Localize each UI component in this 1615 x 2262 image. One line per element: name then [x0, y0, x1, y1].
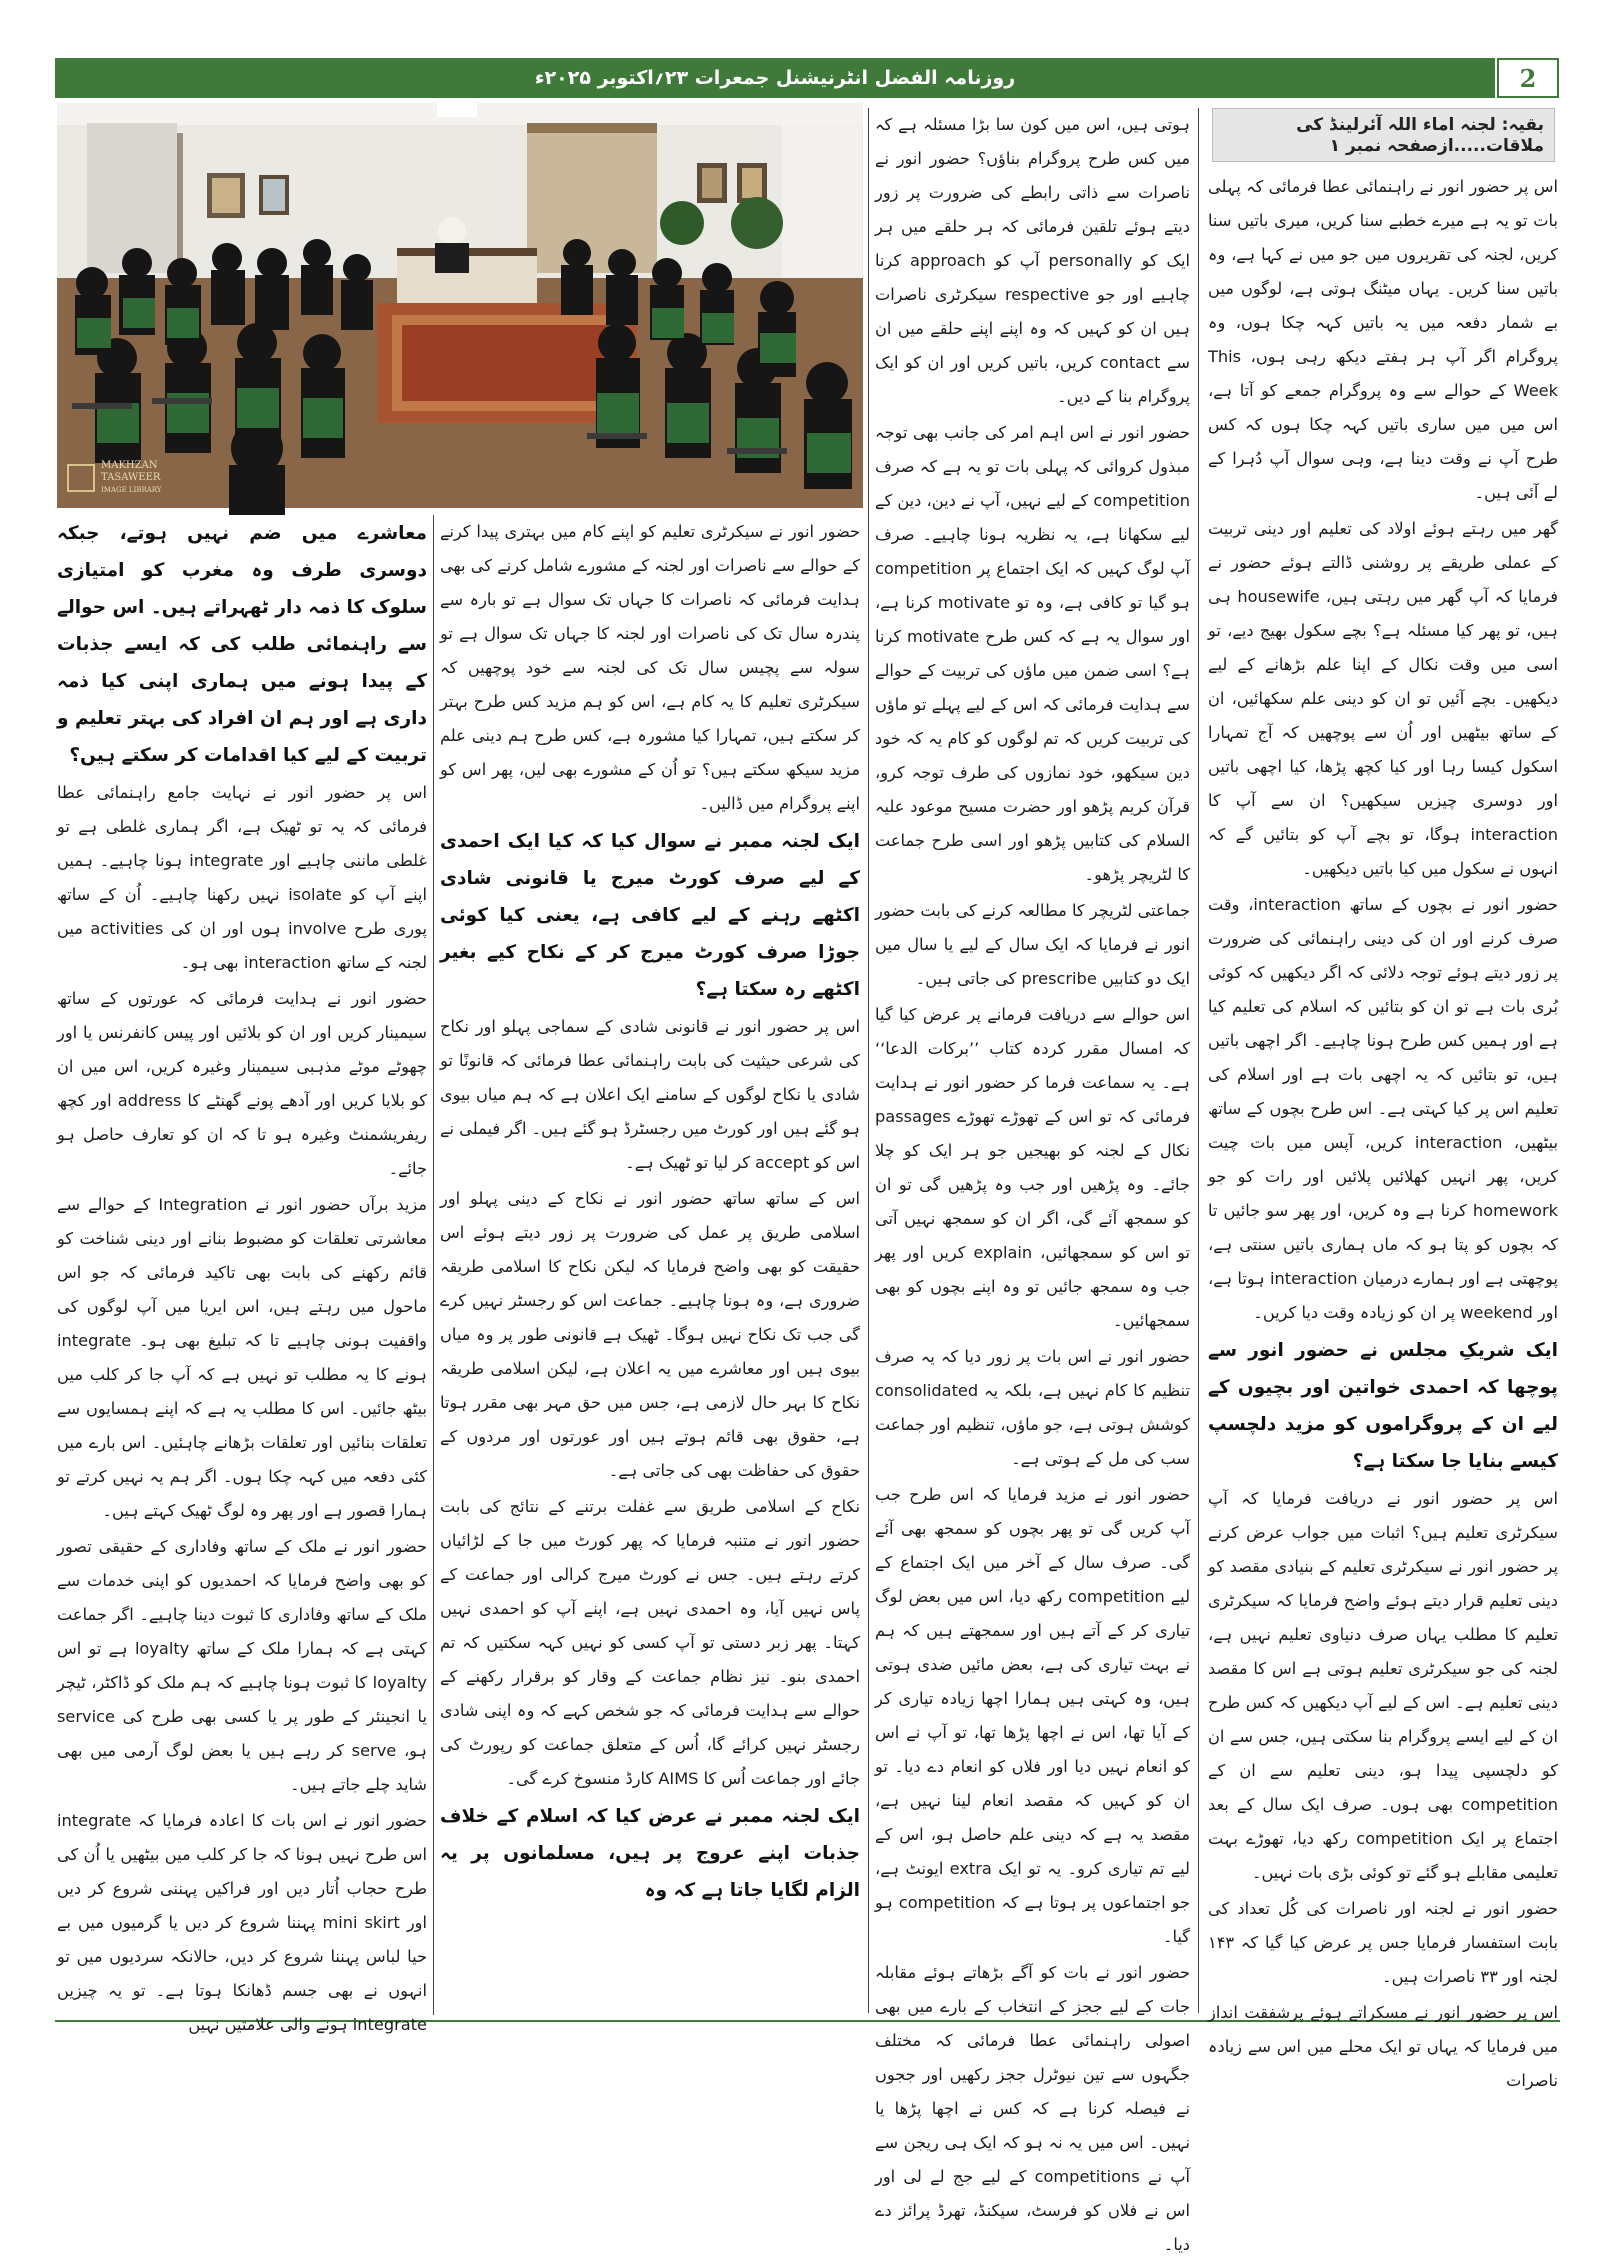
meeting-photo	[57, 103, 863, 508]
question-heading: ایک شریکِ مجلس نے حضور انور سے پوچھا کہ احمدی خواتین اور بچیوں کے لیے ان کے پروگراموں کو مزید دلچسپ کیسے بنایا جا سکتا ہے؟	[1208, 1340, 1558, 1472]
column-divider	[868, 108, 869, 2013]
article-paragraph: حضور انور نے ہدایت فرمائی کہ عورتوں کے ساتھ سیمینار کریں اور ان کو بلائیں اور پیس کانفرنس یا اور چھوٹے موٹے مذہبی سیمینار وغیرہ کریں، اس میں ان کو بلایا کریں اور آدھے پونے گھنٹے کا address اور کچھ ریفریشمنٹ وغیرہ ہو تا کہ ان کو تعارف حاصل ہو جائے۔	[57, 989, 428, 1178]
article-paragraph: حضور انور نے بات کو آگے بڑھاتے ہوئے مقابلہ جات کے لیے ججز کے انتخاب کے بارے میں بھی اصولی راہنمائی عطا فرمائی کہ مختلف جگہوں سے تین نیوٹرل ججز رکھیں اور ججوں نے فیصلہ کرنا ہے کہ کس نے اچھا پڑھا یا نہیں۔ اس میں یہ نہ ہو کہ ایک ہی ریجن سے آپ نے competitions کے لیے جج لے لی اور اس نے فلاں کو فرسٹ، سیکنڈ، تھرڈ پرائز دے دیا۔	[875, 1963, 1190, 2254]
article-column-4	[57, 515, 428, 2034]
article-paragraph: حضور انور نے بچوں کے ساتھ interaction، وقت صرف کرنے اور ان کی دینی راہنمائی کی ضرورت پر زور دیتے ہوئے توجہ دلائی کہ اگر دیکھیں کہ کوئی بُری بات ہے تو ان کو بتائیں کہ اسلام کی تعلیم کیا ہے اور ہمیں کس طرح ہونا چاہیے۔ اگر اچھی باتیں ہیں، تو بتائیں کہ یہ اچھی بات ہے اور اسلام کی تعلیم اس پر کیا کہتی ہے۔ اس طرح بچوں کے ساتھ بیٹھیں، interaction کریں، آپس میں بات چیت کریں، پھر انہیں کھلائیں پلائیں اور رات کو جو homework کرنا ہے وہ کریں، اور پھر سو جائیں تا کہ بچوں کو پتا ہو کہ ماں ہماری باتیں سنتی ہے، پوچھتی ہے اور ہمارے درمیان interaction ہوتا ہے، اور weekend پر ان کو زیادہ وقت دیا کریں۔	[1208, 895, 1558, 1322]
watermark-line-1: MAKHZAN	[101, 460, 158, 471]
photo-watermark	[67, 460, 161, 496]
page-number: 2	[1497, 58, 1559, 98]
article-paragraph: مزید برآں حضور انور نے Integration کے حوالے سے معاشرتی تعلقات کو مضبوط بنانے اور دینی شناخت کو قائم رکھنے کی بابت بھی تاکید فرمائی کہ جو اس ماحول میں رہتے ہیں، اس ایریا میں آپ لوگوں کی واقفیت ہونی چاہیے تا کہ تبلیغ بھی ہو۔ integrate ہونے کا یہ مطلب تو نہیں ہے کہ آپ جا کر کلب میں بیٹھ جائیں۔ اس کا مطلب یہ ہے کہ اپنے ہمسایوں سے تعلقات بنائیں اور تعلقات بڑھانے چاہئیں۔ اس بارے میں کئی دفعہ میں کہہ چکا ہوں۔ اگر ہم یہ نہیں کرتے تو ہمارا قصور ہے اور پھر وہ لوگ ٹھیک کہتے ہیں۔	[57, 1195, 427, 1520]
watermark-logo-icon	[67, 464, 95, 492]
header-bar	[55, 58, 1495, 98]
article-paragraph: نکاح کے اسلامی طریق سے غفلت برتنے کے نتائج کی بابت حضور انور نے متنبہ فرمایا کہ پھر کورٹ میں جا کے لڑائیاں کرتے رہتے ہیں۔ جس نے کورٹ میرج کرالی اور جماعت کے پاس نہیں آیا، وہ احمدی نہیں ہے، اپنے آپ کو احمدی نہیں کہتا۔ پھر زبر دستی تو آپ کسی کو نہیں کہہ سکتیں کہ تم احمدی بنو۔ نیز نظام جماعت کے وقار کو برقرار رکھنے کے حوالے سے ہدایت فرمائی کہ جو شخص کہے کہ وہ اپنی شادی رجسٹر نہیں کرائے گا، اُس کے متعلق جماعت کو رپورٹ کی جائے اور جماعت اُس کا AIMS کارڈ منسوخ کرے گی۔	[440, 1497, 860, 1788]
watermark-line-3: IMAGE LIBRARY	[101, 486, 162, 494]
question-heading: ایک لجنہ ممبر نے سوال کیا کہ کیا ایک احمدی کے لیے صرف کورٹ میرج یا قانونی شادی اکٹھے رہنے کے لیے کافی ہے، یعنی کیا کوئی جوڑا صرف کورٹ میرج کر کے نکاح کیے بغیر اکٹھے رہ سکتا ہے؟	[440, 831, 860, 1000]
question-heading: ایک لجنہ ممبر نے عرض کیا کہ اسلام کے خلاف جذبات اپنے عروج پر ہیں، مسلمانوں پر یہ الزام لگایا جاتا ہے کہ وہ	[440, 1806, 860, 1901]
article-paragraph: حضور انور نے اس بات پر زور دیا کہ یہ صرف تنظیم کا کام نہیں ہے، بلکہ یہ consolidated کوشش ہوتی ہے، جو ماؤں، تنظیم اور جماعت سب کی مل کے ہوتی ہے۔	[875, 1347, 1190, 1468]
article-paragraph: گھر میں رہتے ہوئے اولاد کی تعلیم اور دینی تربیت کے عملی طریقے پر روشنی ڈالتے ہوئے حضور نے فرمایا کہ آپ گھر میں رہتی ہیں، housewife ہی ہیں، تو پھر کیا مسئلہ ہے؟ بچے سکول بھیج دیے، تو اسی میں وقت نکال کے اپنا علم بڑھانے کے لیے دیکھیں۔ بچے آئیں تو ان کو دینی علم سکھائیں، ان کے ساتھ بیٹھیں اور اُن سے پوچھیں کہ آج تمہارا اسکول کیسا رہا اور کیا کچھ پڑھا، کیا اچھی باتیں اور دوسری چیزیں سیکھیں؟ ان سے آپ کا interaction ہوگا، تو بچے آپ کو بتائیں گے کہ انہوں نے سکول میں کیا باتیں دیکھیں۔	[1208, 519, 1559, 878]
article-paragraph: حضور انور نے اس بات کا اعادہ فرمایا کہ integrate اس طرح نہیں ہونا کہ جا کر کلب میں بیٹھیں یا اُن کی طرح حجاب اُتار دیں اور فراکیں پہننی شروع کر دیں اور mini skirt پہننا شروع کر دیں یا گرمیوں میں بے حیا لباس پہننا شروع کر دیں، حالانکہ سردیوں میں تو انہوں نے بھی جسم ڈھانکا ہوتا ہے۔ تو یہ چیزیں integrate ہونے والی علامتیں نہیں	[57, 1811, 427, 2034]
article-paragraph: حضور انور نے اس اہم امر کی جانب بھی توجہ مبذول کروائی کہ پہلی بات تو یہ ہے کہ صرف competition کے لیے نہیں، آپ نے دین، دین کے لیے سکھانا ہے، یہ نظریہ ہونا چاہیے۔ صرف آپ لوگ کہیں کہ ایک اجتماع پر competition ہو گیا تو کافی ہے، وہ تو motivate کرنا ہے، اور سوال یہ ہے کہ کس طرح motivate کرنا ہے؟ اسی ضمن میں ماؤں کی تربیت کے حوالے سے ہدایت فرمائی کہ اس کے لیے پہلے تو ماؤں کی تربیت کریں کہ تم لوگوں کو کام یہ کہ خود دین سیکھو، خود نمازوں کی طرف توجہ کرو، قرآن کریم پڑھو اور حضرت مسیح موعود علیہ السلام کی کتابیں پڑھو اور اسی طرح جماعت کا لٹریچر پڑھو۔	[875, 423, 1190, 884]
article-paragraph: اس حوالے سے دریافت فرمانے پر عرض کیا گیا کہ امسال مقرر کردہ کتاب ’’برکات الدعا‘‘ ہے۔ یہ سماعت فرما کر حضور انور نے ہدایت فرمائی کہ تو اس کے تھوڑے تھوڑے passages نکال کے لجنہ کو بھیجیں جو ہر ایک کو چلا جائے۔ وہ پڑھیں اور جب وہ پڑھیں گی تو ان کو سمجھ آئے گی، اگر ان کو سمجھ نہیں آتی تو اس کو سمجھائیں، explain کریں اور پھر جب وہ سمجھ جائیں تو وہ اپنے بچوں کو بھی سمجھائیں۔	[875, 1005, 1190, 1330]
article-paragraph: حضور انور نے لجنہ اور ناصرات کی کُل تعداد کی بابت استفسار فرمایا جس پر عرض کیا گیا کہ ۱۴۳ لجنہ اور ۳۳ ناصرات ہیں۔	[1208, 1899, 1558, 1986]
column-divider	[433, 515, 434, 2015]
article-paragraph: حضور انور نے مزید فرمایا کہ اس طرح جب آپ کریں گی تو پھر بچوں کو سمجھ بھی آئے گی۔ صرف سال کے آخر میں ایک اجتماع کے لیے competition رکھ دیا، اس میں بعض لوگ تیاری کر کے آتے ہیں اور سمجھتے ہیں کہ ہم نے بہت تیاری کی ہے، بعض مائیں ضدی ہوتی ہیں، وہ کہتی ہیں ہمارا اچھا زیادہ تیاری کر کے آیا تھا، اس نے اچھا پڑھا تھا، تو آپ نے اس کو انعام نہیں دیا اور فلاں کو انعام دے دیا۔ تو ان کو کہیں کہ مقصد انعام لینا نہیں ہے، مقصد یہ ہے کہ دینی علم حاصل ہو، اس کے لیے تم تیاری کرو۔ یہ تو ایک extra ایونٹ ہے، جو اجتماعوں پر ہوتا ہے کہ competition ہو گیا۔	[875, 1485, 1191, 1946]
article-paragraph: اس پر حضور انور نے قانونی شادی کے سماجی پہلو اور نکاح کی شرعی حیثیت کی بابت راہنمائی عطا فرمائی کہ قانونًا تو شادی یا نکاح لوگوں کے سامنے ایک اعلان ہے کہ ہم میاں بیوی ہو گئے ہیں اور کورٹ میں رجسٹرڈ ہو گئے ہیں۔ اگر فیملی نے اس کو accept کر لیا تو ٹھیک ہے۔	[440, 1017, 860, 1172]
article-paragraph: جماعتی لٹریچر کا مطالعہ کرنے کی بابت حضور انور نے فرمایا کہ ایک سال کے لیے یا سال میں ایک دو کتابیں prescribe کی جاتی ہیں۔	[875, 901, 1190, 988]
article-paragraph: اس پر حضور انور نے مسکراتے ہوئے پرشفقت انداز میں فرمایا کہ یہاں تو ایک محلے میں اس سے زیادہ ناصرات	[1208, 2003, 1558, 2090]
article-column-3	[440, 515, 860, 2015]
article-column-1	[1208, 170, 1559, 2090]
watermark-line-2: TASAWEER	[101, 472, 161, 483]
meeting-scene-illustration	[57, 103, 863, 508]
continuation-banner: بقیہ: لجنہ اماء اللہ آئرلینڈ کی ملاقات.....ازصفحہ نمبر ۱	[1212, 108, 1555, 162]
question-heading: معاشرے میں ضم نہیں ہوتے، جبکہ دوسری طرف وہ مغرب کو امتیازی سلوک کا ذمہ دار ٹھہراتے ہیں۔ اس حوالے سے راہنمائی طلب کی کہ ایسے جذبات کے پیدا ہونے میں ہماری اپنی کیا ذمہ داری ہے اور ہم ان افراد کی بہتر تعلیم و تربیت کے لیے کیا اقدامات کر سکتے ہیں؟	[57, 523, 427, 766]
article-paragraph: حضور انور نے سیکرٹری تعلیم کو اپنے کام میں بہتری پیدا کرنے کے حوالے سے ناصرات اور لجنہ کے مشورے شامل کرنے کی بھی ہدایت فرمائی کہ ناصرات کا جہاں تک سوال ہے تو بارہ سے پندرہ سال تک کی ناصرات اور لجنہ کا جہاں تک سوال ہے تو سولہ سے پچیس سال تک کی لجنہ سے خود پوچھیں کہ سیکرٹری تعلیم کا یہ کام ہے، اس کو ہم مزید کس طرح بہتر کر سکتے ہیں، تمہارا کیا مشورہ ہے، کس طرح ہم دینی علم مزید سیکھ سکتے ہیں؟ تو اُن کے مشورے بھی لیں، پھر اس کو اپنے پروگرام میں ڈالیں۔	[440, 522, 860, 813]
article-paragraph: اس پر حضور انور نے راہنمائی عطا فرمائی کہ پہلی بات تو یہ ہے میرے خطبے سنا کریں، میری باتیں سنا کریں، لجنہ کی تقریروں میں جو میں نے کہا ہے، وہ باتیں سنا کریں۔ یہاں میٹنگ ہوتی ہے، لوگوں میں بے شمار دفعہ میں یہ باتیں کہہ چکا ہوں، وہ پروگرام اگر آپ ہر ہفتے دیکھ رہی ہوں، This Week کے حوالے سے وہ پروگرام جمعے کو آتا ہے، اس میں میں ساری باتیں کہہ چکا ہوں کہ کس طرح آپ نے وقت دینا ہے، وہی سوال آپ دُہرا کے لے آئی ہیں۔	[1208, 177, 1558, 502]
article-paragraph: ہوتی ہیں، اس میں کون سا بڑا مسئلہ ہے کہ میں کس طرح پروگرام بناؤں؟ حضور انور نے ناصرات سے ذاتی رابطے کی ضرورت پر زور دیتے ہوئے تلقین فرمائی کہ ہر حلقے میں ہر ایک کو personally آپ کو approach کرنا چاہیے اور جو respective سیکرٹری ناصرات ہیں ان کو کہیں کہ وہ اپنے اپنے حلقے میں ان سے contact کریں، باتیں کریں اور ان کو ایک پروگرام بنا کے دیں۔	[875, 115, 1190, 406]
article-column-2	[875, 108, 1191, 2254]
column-divider	[1198, 108, 1199, 2013]
article-paragraph: اس پر حضور انور نے دریافت فرمایا کہ آپ سیکرٹری تعلیم ہیں؟ اثبات میں جواب عرض کرنے پر حضور انور نے سیکرٹری تعلیم کے بنیادی مقصد کو دینی تعلیم قرار دیتے ہوئے واضح فرمایا کہ سیکرٹری تعلیم کا مطلب یہاں صرف دنیاوی تعلیم نہیں ہے، لجنہ کی جو سیکرٹری تعلیم ہوتی ہے اس کا مقصد دینی تعلیم ہے۔ اس کے لیے آپ دیکھیں کہ کس طرح ان کے لیے ایسے پروگرام بنا سکتی ہیں، جس سے ان کو دلچسپی پیدا ہو، دینی تعلیم سے ان کے competition بھی ہوں۔ صرف ایک سال کے بعد اجتماع پر ایک competition رکھ دیا، تھوڑے بہت تعلیمی مقابلے ہو گئے تو کوئی بڑی بات نہیں۔	[1208, 1489, 1558, 1882]
article-paragraph: حضور انور نے ملک کے ساتھ وفاداری کے حقیقی تصور کو بھی واضح فرمایا کہ احمدیوں کو اپنی خدمات سے ملک کے ساتھ وفاداری کا ثبوت دینا چاہیے۔ اگر جماعت کہتی ہے کہ ہمارا ملک کے ساتھ loyalty ہے تو اس loyalty کا ثبوت ہونا چاہیے کہ ہم ملک کو ڈاکٹر، ٹیچر یا انجینئر کے طور پر یا کسی بھی طرح کی service ہو، serve کر رہے ہیں یا بعض لوگ آرمی میں بھی شاید چلے جاتے ہیں۔	[57, 1537, 428, 1794]
article-paragraph: اس کے ساتھ ساتھ حضور انور نے نکاح کے دینی پہلو اور اسلامی طریق پر عمل کی ضرورت پر زور دیتے ہوئے اس حقیقت کو بھی واضح فرمایا کہ لیکن نکاح کا اسلامی طریقہ ضروری ہے، وہ ہونا چاہیے۔ جماعت اس کو رجسٹر نہیں کرے گی جب تک نکاح نہیں ہوگا۔ ٹھیک ہے قانونی طور پر وہ میاں بیوی ہیں اور معاشرے میں یہ اعلان ہے، لیکن اسلامی طریقہ نکاح کا بہر حال لازمی ہے، جس میں حق مہر بھی مقرر ہوتا ہے، حقوق بھی قائم ہوتے ہیں اور عورتوں اور مردوں کے حقوق کی حفاظت بھی کی جاتی ہے۔	[440, 1189, 860, 1480]
article-paragraph: اس پر حضور انور نے نہایت جامع راہنمائی عطا فرمائی کہ یہ تو ٹھیک ہے، اگر ہماری غلطی ہے تو غلطی ماننی چاہیے اور integrate ہونا چاہیے۔ ہمیں اپنے آپ کو isolate نہیں رکھنا چاہیے۔ اُن کے ساتھ پوری طرح involve ہوں اور ان کی activities میں لجنہ کے ساتھ interaction بھی ہو۔	[57, 783, 427, 972]
newspaper-dateline: روزنامہ الفضل انٹرنیشنل جمعرات ۲۳؍اکتوبر ۲۰۲۵ء	[534, 67, 1016, 89]
